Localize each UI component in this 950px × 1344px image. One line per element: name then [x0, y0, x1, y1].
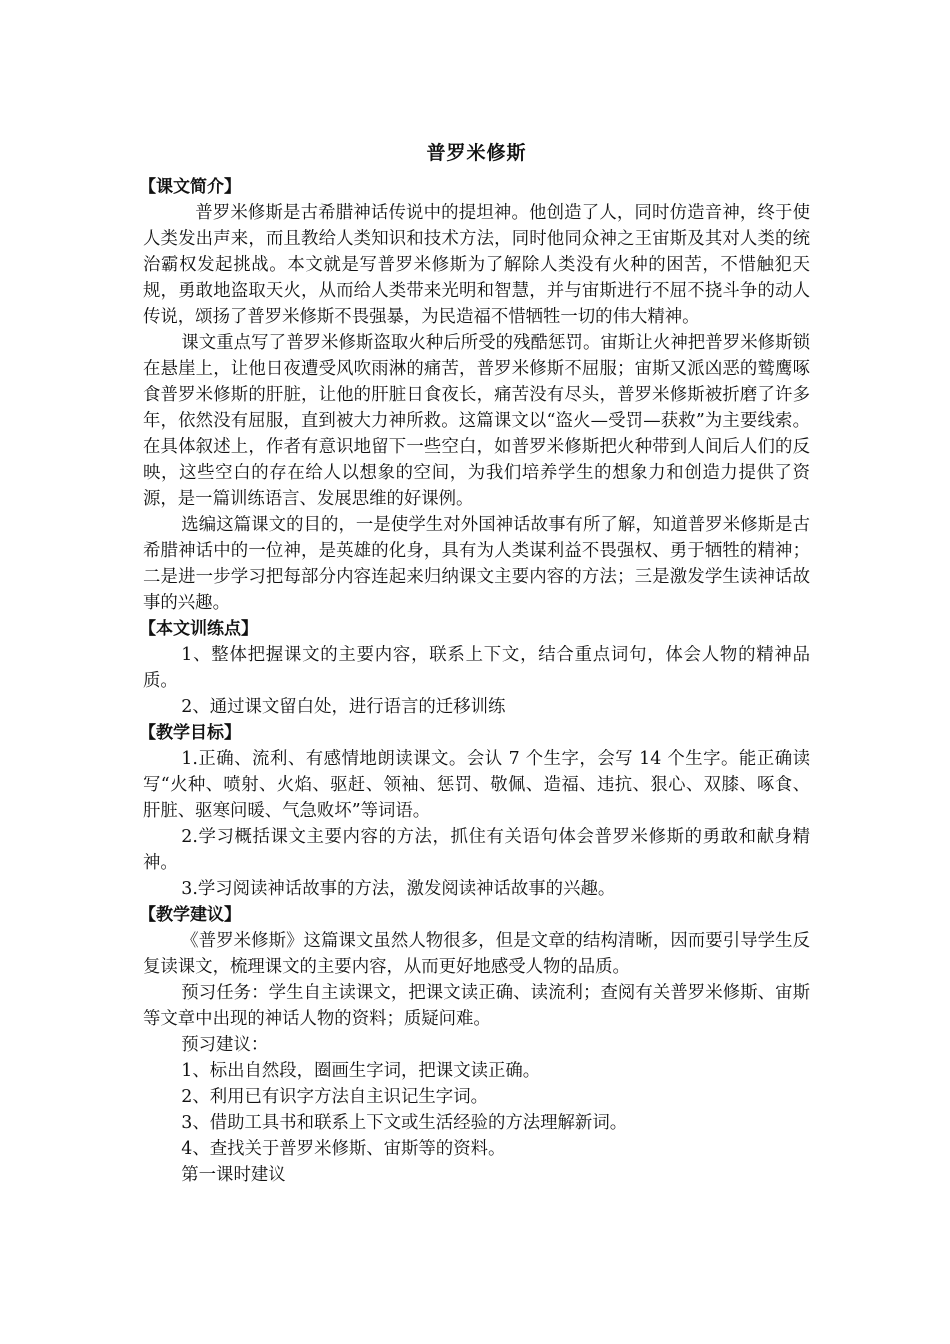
intro-paragraph-2: 课文重点写了普罗米修斯盗取火种后所受的残酷惩罚。宙斯让火神把普罗米修斯锁在悬崖上，让他日夜遭受风吹雨淋的痛苦，普罗米修斯不屈服；宙斯又派凶恶的鹫鹰啄食普罗米修斯的肝脏，让他的肝脏日食夜长，痛苦没有尽头，普罗米修斯被折磨了许多年，依然没有屈服，直到被大力神所救。这篇课文以“盗火—受罚—获救”为主要线索。在具体叙述上，作者有意识地留下一些空白，如普罗米修斯把火种带到人间后人们的反映，这些空白的存在给人以想象的空间，为我们培养学生的想象力和创造力提供了资源，是一篇训练语言、发展思维的好课例。 — [143, 333, 810, 509]
section-heading-intro: 【课文简介】 — [139, 177, 241, 197]
training-point-2: 2、通过课文留白处，进行语言的迁移训练 — [181, 697, 506, 717]
suggestion-paragraph-7: 4、查找关于普罗米修斯、宙斯等的资料。 — [181, 1139, 506, 1159]
suggestion-paragraph-8: 第一课时建议 — [181, 1165, 286, 1185]
objective-3: 3.学习阅读神话故事的方法，激发阅读神话故事的兴趣。 — [181, 879, 616, 899]
suggestion-paragraph-1: 《普罗米修斯》这篇课文虽然人物很多，但是文章的结构清晰，因而要引导学生反复读课文，梳理课文的主要内容，从而更好地感受人物的品质。 — [143, 931, 810, 977]
training-point-1: 1、整体把握课文的主要内容，联系上下文，结合重点词句，体会人物的精神品质。 — [143, 645, 810, 691]
suggestion-paragraph-4: 1、标出自然段，圈画生字词，把课文读正确。 — [181, 1061, 541, 1081]
suggestion-paragraph-3: 预习建议： — [181, 1035, 269, 1055]
document-title: 普罗米修斯 — [426, 142, 527, 164]
suggestion-paragraph-2: 预习任务：学生自主读课文，把课文读正确、读流利；查阅有关普罗米修斯、宙斯等文章中出现的神话人物的资料；质疑问难。 — [143, 983, 810, 1029]
section-heading-training-points: 【本文训练点】 — [139, 619, 258, 639]
document-body — [139, 140, 810, 1188]
objective-1: 1.正确、流利、有感情地朗读课文。会认 7 个生字，会写 14 个生字。能正确读写“火种、喷射、火焰、驱赶、领袖、惩罚、敬佩、造福、违抗、狠心、双膝、啄食、肝脏、驱寒问暖、气急败坏”等词语。 — [143, 749, 810, 821]
intro-paragraph-1: 普罗米修斯是古希腊神话传说中的提坦神。他创造了人，同时仿造音神，终于使人类发出声来，而且教给人类知识和技术方法，同时他同众神之王宙斯及其对人类的统治霸权发起挑战。本文就是写普罗米修斯为了解除人类没有火种的困苦，不惜触犯天规，勇敢地盗取天火，从而给人类带来光明和智慧，并与宙斯进行不屈不挠斗争的动人传说，颂扬了普罗米修斯不畏强暴，为民造福不惜牺牲一切的伟大精神。 — [143, 203, 810, 327]
objective-2: 2.学习概括课文主要内容的方法，抓住有关语句体会普罗米修斯的勇敢和献身精神。 — [143, 827, 810, 873]
intro-paragraph-3: 选编这篇课文的目的，一是使学生对外国神话故事有所了解，知道普罗米修斯是古希腊神话中的一位神，是英雄的化身，具有为人类谋利益不畏强权、勇于牺牲的精神；二是进一步学习把每部分内容连起来归纳课文主要内容的方法；三是激发学生读神话故事的兴趣。 — [143, 515, 810, 613]
suggestion-paragraph-5: 2、利用已有识字方法自主识记生字词。 — [181, 1087, 488, 1107]
section-heading-objectives: 【教学目标】 — [139, 723, 241, 743]
section-heading-suggestions: 【教学建议】 — [139, 905, 241, 925]
suggestion-paragraph-6: 3、借助工具书和联系上下文或生活经验的方法理解新词。 — [181, 1113, 628, 1133]
